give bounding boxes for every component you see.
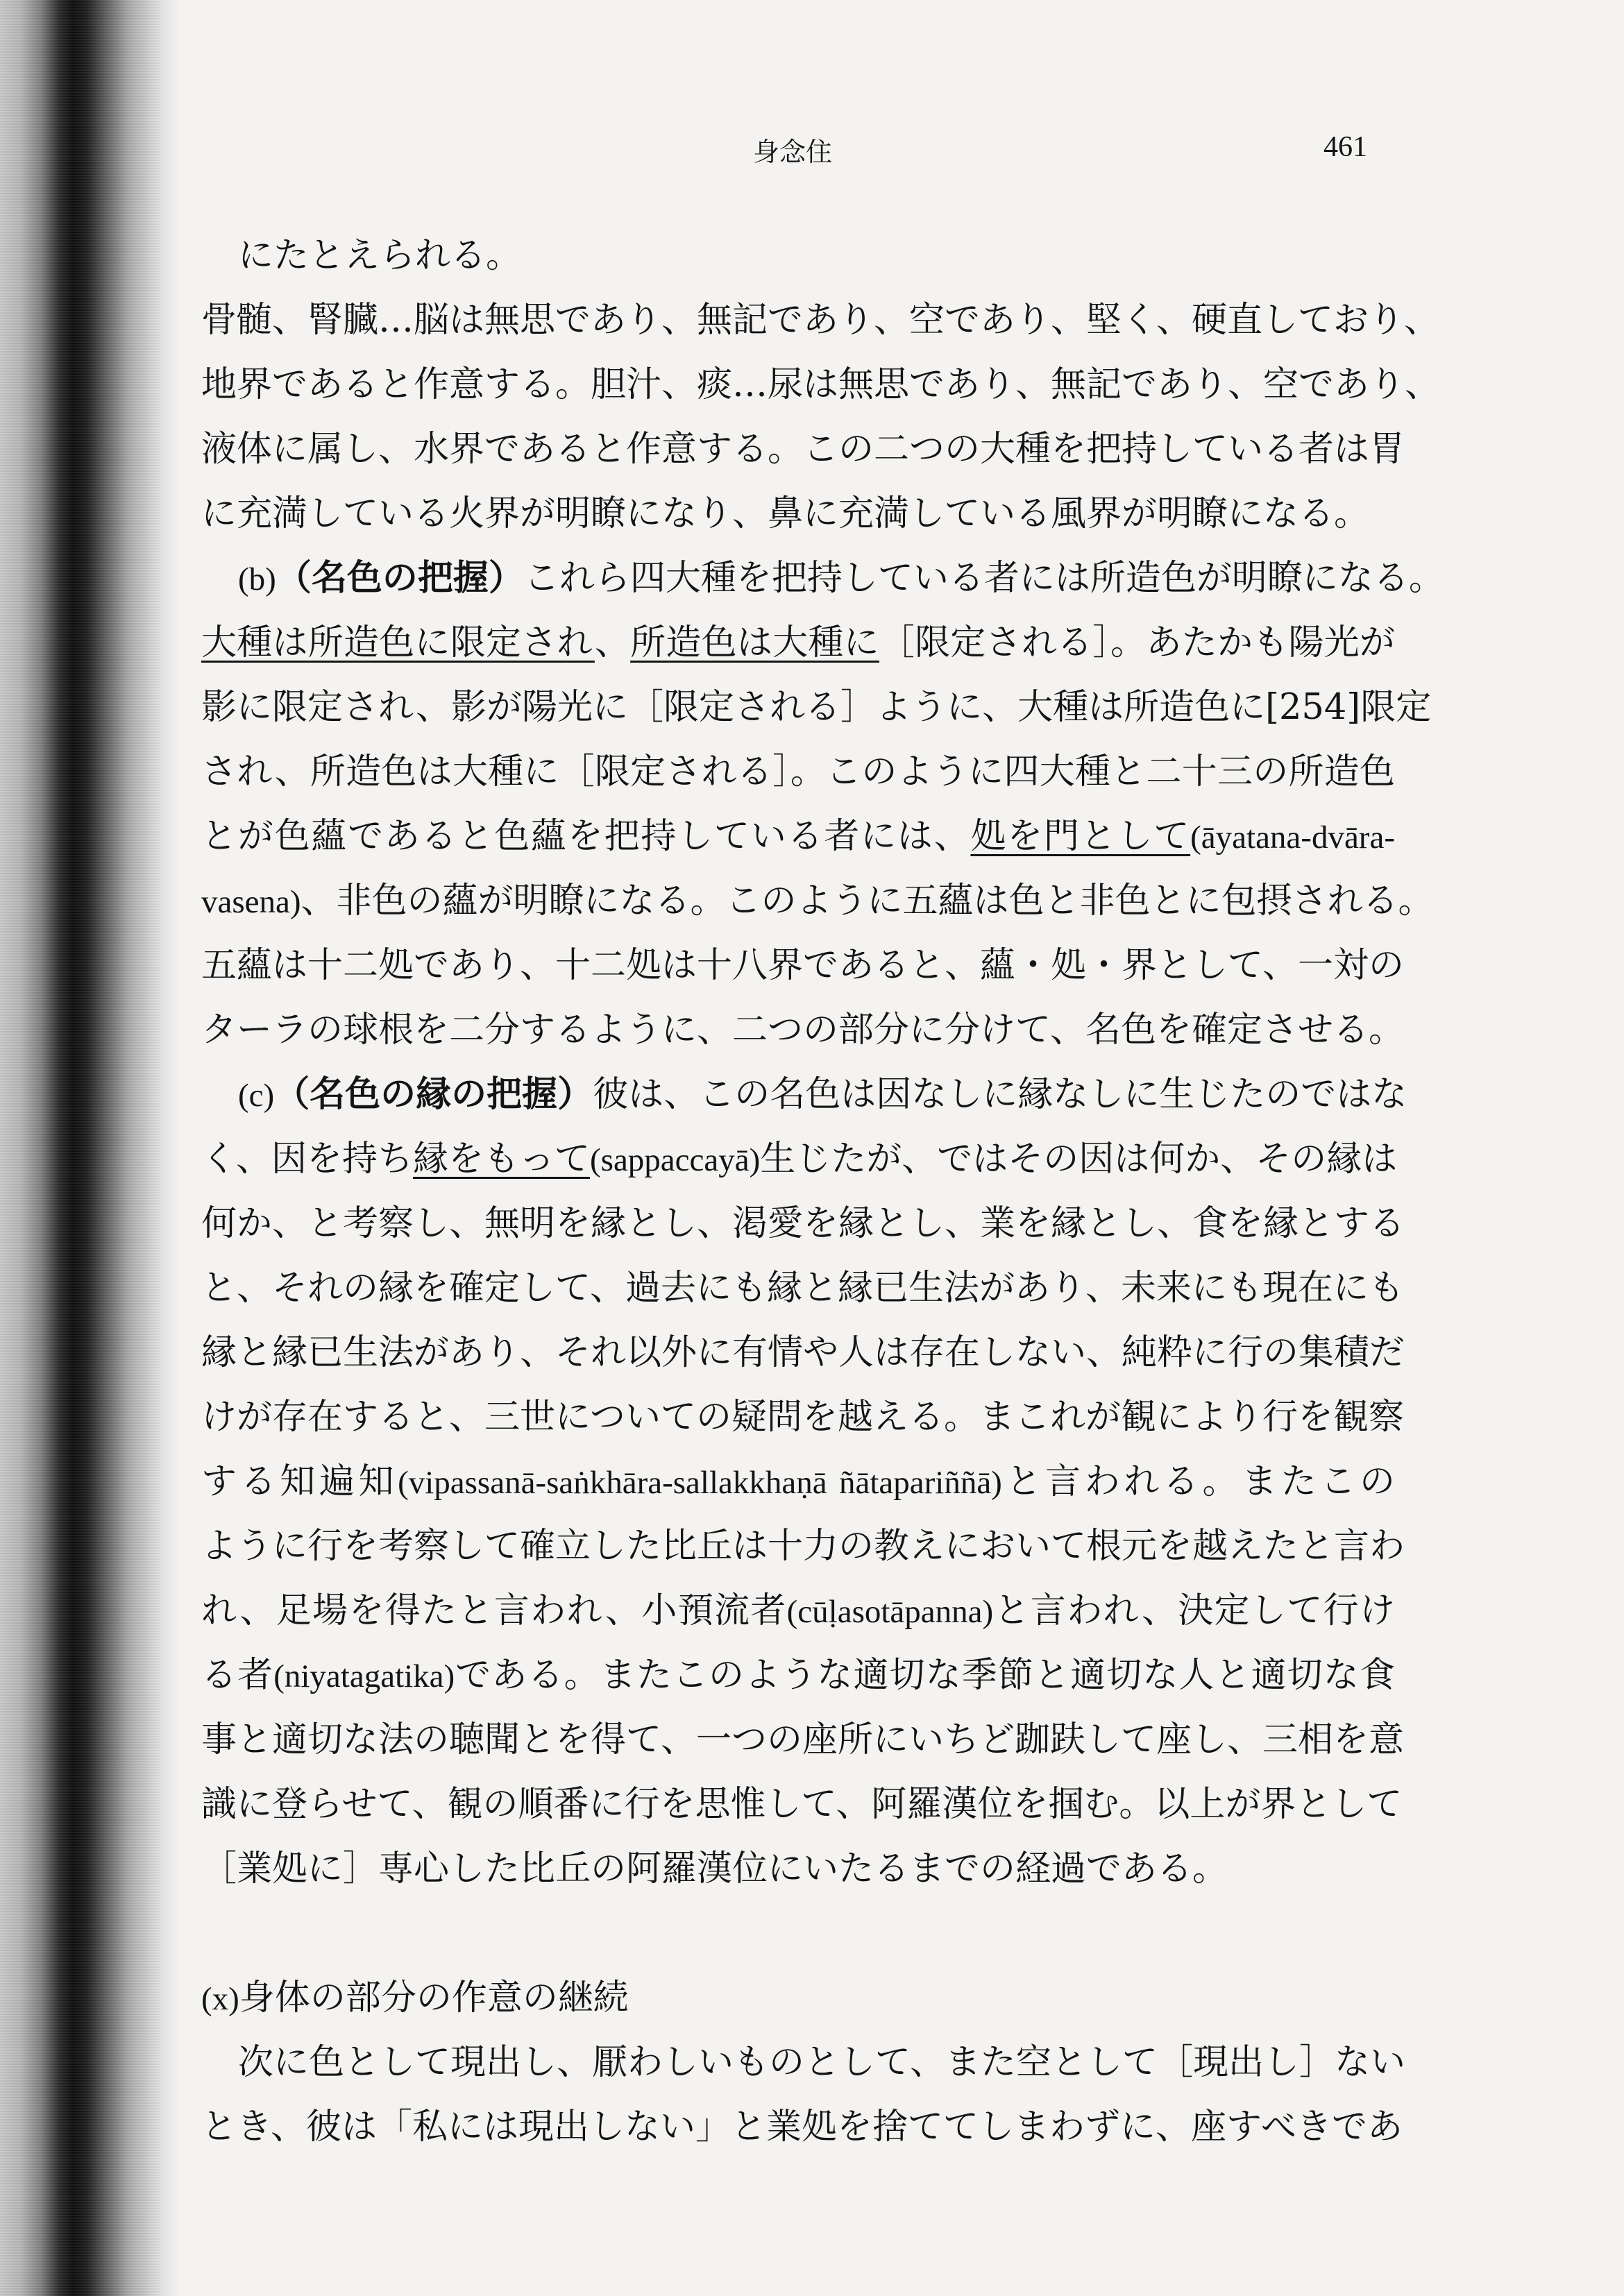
text-span: れ、足場を得たと言われ、小預流者 [201,1590,787,1631]
text-line: 五蘊は十二処であり、十二処は十八界であると、蘊・処・界として、一対の [201,945,1404,986]
text-line: 影に限定され、影が陽光に［限定される］ように、大種は所造色に[254]限定 [201,687,1432,728]
text-line: ように行を考察して確立した比丘は十力の教えにおいて根元を越えたと言わ [201,1526,1405,1567]
text-line [201,611,1395,675]
text-line: 骨髄、腎臓…脳は無思であり、無記であり、空であり、堅く、硬直しており、 [201,300,1439,341]
text-line: 識に登らせて、観の順番に行を思惟して、阿羅漢位を掴む。以上が界として [201,1784,1403,1825]
section-spacer [201,1901,1395,1966]
text-line [201,1449,1395,1514]
text-line [201,869,1434,933]
text-line: と、それの縁を確定して、過去にも縁と縁已生法があり、未来にも現在にも [201,1268,1404,1309]
pali-term: (sappaccayā) [590,1142,761,1178]
text-span: と言われ、決定して行け [993,1590,1396,1631]
text-line [201,1643,1395,1708]
text-span: とが色蘊であると色蘊を把持している者には、 [201,816,971,857]
text-line: ［業処に］専心した比丘の阿羅漢位にいたるまでの経過である。 [201,1848,1228,1889]
text-span: 彼は、この名色は因なしに縁なしに生じたのではな [593,1074,1407,1115]
text-line: され、所造色は大種に［限定される］。このように四大種と二十三の所造色 [201,751,1395,792]
binding-texture [0,0,160,2296]
paragraph-b-first-line [201,546,1444,611]
section-title: 身体の部分の作意の継続 [239,1978,629,2018]
paragraph-heading: （名色の縁の把握） [274,1073,593,1115]
text-span: ［限定される］。あたかも陽光が [879,622,1395,663]
page-number: 461 [1323,131,1367,163]
underlined-phrase: 所造色は大種に [630,622,879,663]
pali-term: (vipassanā-saṅkhāra-sallakkhaṇā ñātapariññā) [398,1465,1002,1501]
text-line: ターラの球根を二分するように、二つの部分に分けて、名色を確定させる。 [201,1010,1404,1051]
text-line: けが存在すると、三世についての疑問を越える。まこれが観により行を観察 [201,1397,1404,1438]
text-line: 地界であると作意する。胆汁、痰…尿は無思であり、無記であり、空であり、 [201,364,1441,405]
text-span: 生じたが、ではその因は何か、その縁は [760,1139,1398,1180]
text-span: と言われる。またこの [1001,1461,1395,1502]
pali-term: (niyatagatika) [273,1658,455,1694]
text-span: である。またこのような適切な季節と適切な人と適切な食 [455,1655,1395,1696]
text-line [201,804,1395,869]
section-heading [201,1966,1395,2030]
text-span: る者 [201,1655,274,1696]
running-header [0,130,1624,172]
text-line: 液体に属し、水界であると作意する。この二つの大種を把持している者は胃 [201,429,1405,470]
main-text [201,223,1444,2159]
paragraph-heading: （名色の把握） [276,557,524,599]
text-span: く、因を持ち [201,1139,413,1180]
text-line: 縁と縁已生法があり、それ以外に有情や人は存在しない、純粋に行の集積だ [201,1332,1405,1373]
text-line: にたとえられる。 [238,235,522,276]
text-line: 事と適切な法の聴聞とを得て、一つの座所にいちど跏趺して座し、三相を意 [201,1719,1404,1760]
section-marker: (x) [201,1981,239,2017]
pali-term: (cūḷasotāpanna) [786,1594,994,1630]
underlined-phrase: 縁をもって [412,1139,590,1180]
text-span: 、非色の蘊が明瞭になる。このように五蘊は色と非色とに包摂される。 [301,881,1434,921]
pali-term: (āyatana-dvāra- [1190,819,1395,856]
paragraph-c-first-line [201,1062,1407,1127]
paragraph-marker: (b) [238,561,276,597]
text-line: に充満している火界が明瞭になり、鼻に充満している風界が明瞭になる。 [201,493,1370,534]
text-span: 、 [594,622,631,663]
pali-term: vasena) [201,884,301,920]
underlined-phrase: 大種は所造色に限定され [201,622,595,663]
text-span: これら四大種を把持している者には所造色が明瞭になる。 [523,558,1444,599]
text-line [201,1579,1395,1643]
text-line: 次に色として現出し、厭わしいものとして、また空として［現出し］ない [238,2042,1405,2083]
text-line: とき、彼は「私には現出しない」と業処を捨ててしまわずに、座すべきであ [201,2107,1403,2148]
running-title: 身念住 [753,137,833,167]
text-span: する知遍知 [201,1461,398,1502]
text-line [201,1127,1398,1191]
paragraph-marker: (c) [238,1078,275,1114]
text-line: 何か、と考察し、無明を縁とし、渇愛を縁とし、業を縁とし、食を縁とする [201,1203,1405,1244]
underlined-phrase: 処を門として [970,816,1191,857]
